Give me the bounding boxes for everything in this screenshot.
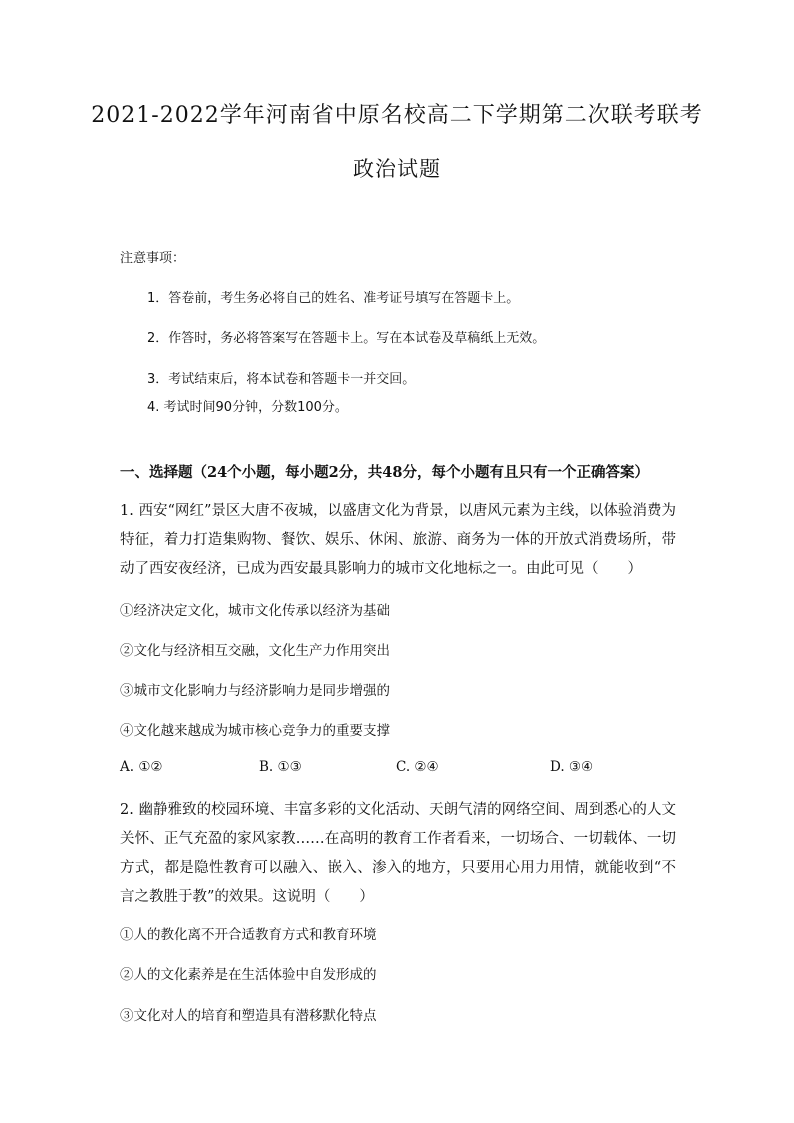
exam-title-line2: 政治试题 <box>353 157 441 181</box>
question-1-choice-a: A. ①② <box>120 759 163 775</box>
question-1-choice-b: B. ①③ <box>259 759 302 775</box>
notes-heading: 注意事项： <box>120 251 186 266</box>
exam-title-line1: 2021-2022学年河南省中原名校高二下学期第二次联考联考 <box>91 103 703 128</box>
question-1-option-2: ②文化与经济相互交融，文化生产力作用突出 <box>120 643 390 659</box>
question-1-option-3: ③城市文化影响力与经济影响力是同步增强的 <box>120 683 390 699</box>
question-1-choice-d: D. ③④ <box>550 759 594 775</box>
section-heading-choice: 一、选择题（24个小题，每小题2分，共48分，每个小题有且只有一个正确答案） <box>120 464 649 481</box>
question-1-choice-c: C. ②④ <box>396 759 439 775</box>
question-1-stem: 1. 西安“网红”景区大唐不夜城，以盛唐文化为背景，以唐风元素为主线，以体验消费为特征，着力打造集购物、餐饮、娱乐、休闲、旅游、商务为一体的开放式消费场所，带动了西安夜经济，已成为西安最具影响力的城市文化地标之一。由此可见（ ） <box>120 503 676 577</box>
question-1-option-4: ④文化越来越成为城市核心竞争力的重要支撑 <box>120 723 390 739</box>
question-1-option-1: ①经济决定文化，城市文化传承以经济为基础 <box>120 603 390 619</box>
question-2-option-3: ③文化对人的培育和塑造具有潜移默化特点 <box>120 1008 377 1024</box>
question-2-option-2: ②人的文化素养是在生活体验中自发形成的 <box>120 967 377 983</box>
note-item-2: 2．作答时，务必将答案写在答题卡上。写在本试卷及草稿纸上无效。 <box>147 331 546 346</box>
note-item-1: 1．答卷前，考生务必将自己的姓名、准考证号填写在答题卡上。 <box>147 291 520 306</box>
note-item-3: 3．考试结束后，将本试卷和答题卡一并交回。 <box>147 372 416 387</box>
question-2-option-1: ①人的教化离不开合适教育方式和教育环境 <box>120 927 377 943</box>
note-item-4: 4. 考试时间90分钟，分数100分。 <box>147 400 348 415</box>
question-2-stem: 2. 幽静雅致的校园环境、丰富多彩的文化活动、天朗气清的网络空间、周到悉心的人文关怀、正气充盈的家风家教……在高明的教育工作者看来，一切场合、一切载体、一切方式，都是隐性教育可以融入、嵌入、渗入的地方，只要用心用力用情，就能收到“不言之教胜于教”的效果。这说明（ ） <box>120 802 676 905</box>
